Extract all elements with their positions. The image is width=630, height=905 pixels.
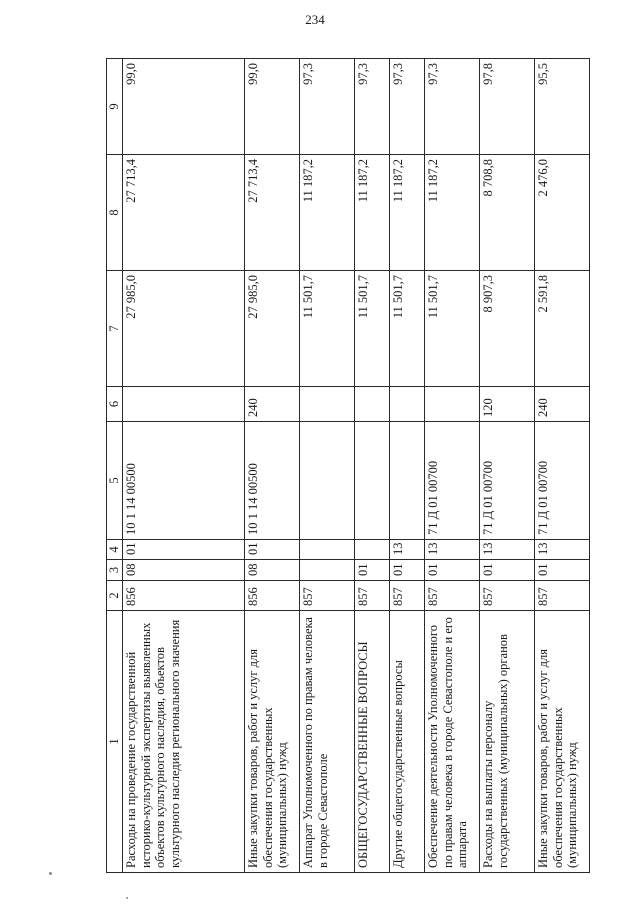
subsection-cell: 01 <box>244 540 299 560</box>
header-cell: 4 <box>107 540 123 560</box>
target-article-cell: 71 Д 01 00700 <box>424 422 479 540</box>
expense-type-cell <box>354 387 389 422</box>
section-cell <box>299 560 354 581</box>
header-cell: 3 <box>107 560 123 581</box>
percent-cell: 99,0 <box>122 59 244 155</box>
admin-code-cell: 857 <box>424 581 479 611</box>
expense-type-cell: 120 <box>479 387 534 422</box>
actual-cell: 11 187,2 <box>424 155 479 271</box>
subsection-cell: 01 <box>122 540 244 560</box>
admin-code-cell: 856 <box>122 581 244 611</box>
section-cell: 08 <box>244 560 299 581</box>
actual-cell: 2 476,0 <box>534 155 589 271</box>
subsection-cell: 13 <box>479 540 534 560</box>
header-cell: 2 <box>107 581 123 611</box>
name-cell: Расходы на проведение государственной историко-культурной экспертизы выявленных объектов культурного наследия, объектов культурного наследия регионального значения <box>122 611 244 873</box>
plan-cell: 11 501,7 <box>389 271 424 387</box>
percent-cell: 97,3 <box>389 59 424 155</box>
admin-code-cell: 856 <box>244 581 299 611</box>
percent-cell: 97,3 <box>299 59 354 155</box>
table-row <box>534 59 589 873</box>
subsection-cell <box>354 540 389 560</box>
table-row <box>424 59 479 873</box>
section-cell: 01 <box>534 560 589 581</box>
section-cell: 01 <box>354 560 389 581</box>
expense-type-cell <box>389 387 424 422</box>
admin-code-cell: 857 <box>389 581 424 611</box>
name-cell: Иные закупки товаров, работ и услуг для обеспечения государственных (муниципальных) нужд <box>534 611 589 873</box>
expense-type-cell: 240 <box>534 387 589 422</box>
percent-cell: 97,8 <box>479 59 534 155</box>
percent-cell: 99,0 <box>244 59 299 155</box>
target-article-cell: 71 Д 01 00700 <box>479 422 534 540</box>
header-cell: 6 <box>107 387 123 422</box>
header-cell: 7 <box>107 271 123 387</box>
section-cell: 01 <box>389 560 424 581</box>
percent-cell: 97,3 <box>354 59 389 155</box>
plan-cell: 11 501,7 <box>354 271 389 387</box>
expense-type-cell: 240 <box>244 387 299 422</box>
header-cell: 5 <box>107 422 123 540</box>
expense-type-cell <box>122 387 244 422</box>
header-cell: 8 <box>107 155 123 271</box>
page-number: 234 <box>305 12 325 27</box>
scan-speck <box>126 897 128 899</box>
percent-cell: 95,5 <box>534 59 589 155</box>
table-row <box>389 59 424 873</box>
table-row <box>354 59 389 873</box>
target-article-cell <box>354 422 389 540</box>
table-body <box>122 59 589 873</box>
target-article-cell: 71 Д 01 00700 <box>534 422 589 540</box>
actual-cell: 27 713,4 <box>244 155 299 271</box>
budget-table-container <box>106 59 580 873</box>
target-article-cell <box>299 422 354 540</box>
admin-code-cell: 857 <box>479 581 534 611</box>
subsection-cell <box>299 540 354 560</box>
name-cell: Иные закупки товаров, работ и услуг для обеспечения государственных (муниципальных) нужд <box>244 611 299 873</box>
actual-cell: 27 713,4 <box>122 155 244 271</box>
plan-cell: 8 907,3 <box>479 271 534 387</box>
actual-cell: 11 187,2 <box>354 155 389 271</box>
target-article-cell <box>389 422 424 540</box>
table-row <box>122 59 244 873</box>
plan-cell: 11 501,7 <box>424 271 479 387</box>
section-cell: 01 <box>479 560 534 581</box>
admin-code-cell: 857 <box>354 581 389 611</box>
name-cell: ОБЩЕГОСУДАРСТВЕННЫЕ ВОПРОСЫ <box>354 611 389 873</box>
scan-speck <box>49 872 52 875</box>
subsection-cell: 13 <box>534 540 589 560</box>
subsection-cell: 13 <box>389 540 424 560</box>
target-article-cell: 10 1 14 00500 <box>122 422 244 540</box>
actual-cell: 11 187,2 <box>299 155 354 271</box>
target-article-cell: 10 1 14 00500 <box>244 422 299 540</box>
expense-type-cell <box>299 387 354 422</box>
section-cell: 01 <box>424 560 479 581</box>
actual-cell: 11 187,2 <box>389 155 424 271</box>
plan-cell: 11 501,7 <box>299 271 354 387</box>
name-cell: Расходы на выплаты персоналу государственных (муниципальных) органов <box>479 611 534 873</box>
name-cell: Другие общегосударственные вопросы <box>389 611 424 873</box>
table-row <box>299 59 354 873</box>
subsection-cell: 13 <box>424 540 479 560</box>
plan-cell: 27 985,0 <box>244 271 299 387</box>
plan-cell: 27 985,0 <box>122 271 244 387</box>
table-row <box>479 59 534 873</box>
section-cell: 08 <box>122 560 244 581</box>
budget-table <box>106 58 590 873</box>
table-row <box>244 59 299 873</box>
rotated-table <box>106 59 580 873</box>
header-cell: 1 <box>107 611 123 873</box>
admin-code-cell: 857 <box>534 581 589 611</box>
expense-type-cell <box>424 387 479 422</box>
header-cell: 9 <box>107 59 123 155</box>
name-cell: Обеспечение деятельности Уполномоченного по правам человека в городе Севастополе и его аппарата <box>424 611 479 873</box>
name-cell: Аппарат Уполномоченного по правам человека в городе Севастополе <box>299 611 354 873</box>
plan-cell: 2 591,8 <box>534 271 589 387</box>
admin-code-cell: 857 <box>299 581 354 611</box>
percent-cell: 97,3 <box>424 59 479 155</box>
header-row <box>107 59 123 873</box>
actual-cell: 8 708,8 <box>479 155 534 271</box>
